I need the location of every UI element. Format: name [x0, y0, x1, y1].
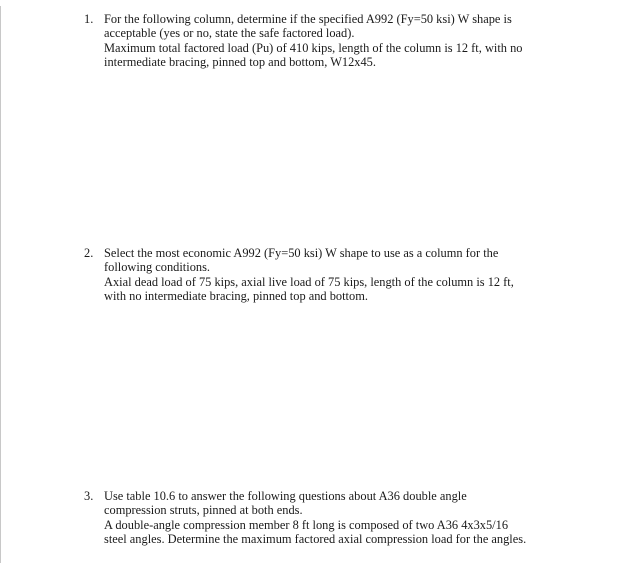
problem-number: 1. [84, 12, 94, 26]
problem-given: Axial dead load of 75 kips, axial live load of 75 kips, length of the column is 12 ft, with no intermediate bracing, pinned top and bottom. [104, 274, 514, 303]
problem-body [104, 489, 584, 546]
problem-question: For the following column, determine if the specified A992 (Fy=50 ksi) W shape is acceptable (yes or no, state the safe factored load). [104, 12, 512, 41]
problem-given: A double-angle compression member 8 ft long is composed of two A36 4x3x5/16 steel angles. Determine the maximum factored axial compression load for the angles. [104, 517, 527, 546]
problem-question: Use table 10.6 to answer the following questions about A36 double angle compression struts, pinned at both ends. [104, 489, 467, 518]
scan-edge-line [0, 6, 1, 563]
problem-1 [84, 12, 574, 69]
problem-body [104, 246, 574, 303]
problem-2 [84, 246, 574, 303]
problem-given: Maximum total factored load (Pu) of 410 kips, length of the column is 12 ft, with no intermediate bracing, pinned top and bottom, W12x45. [104, 40, 523, 69]
problem-body [104, 12, 574, 69]
problem-3 [84, 489, 584, 546]
problem-number: 2. [84, 246, 94, 260]
problem-question: Select the most economic A992 (Fy=50 ksi) W shape to use as a column for the following conditions. [104, 246, 499, 275]
problem-number: 3. [84, 489, 94, 503]
